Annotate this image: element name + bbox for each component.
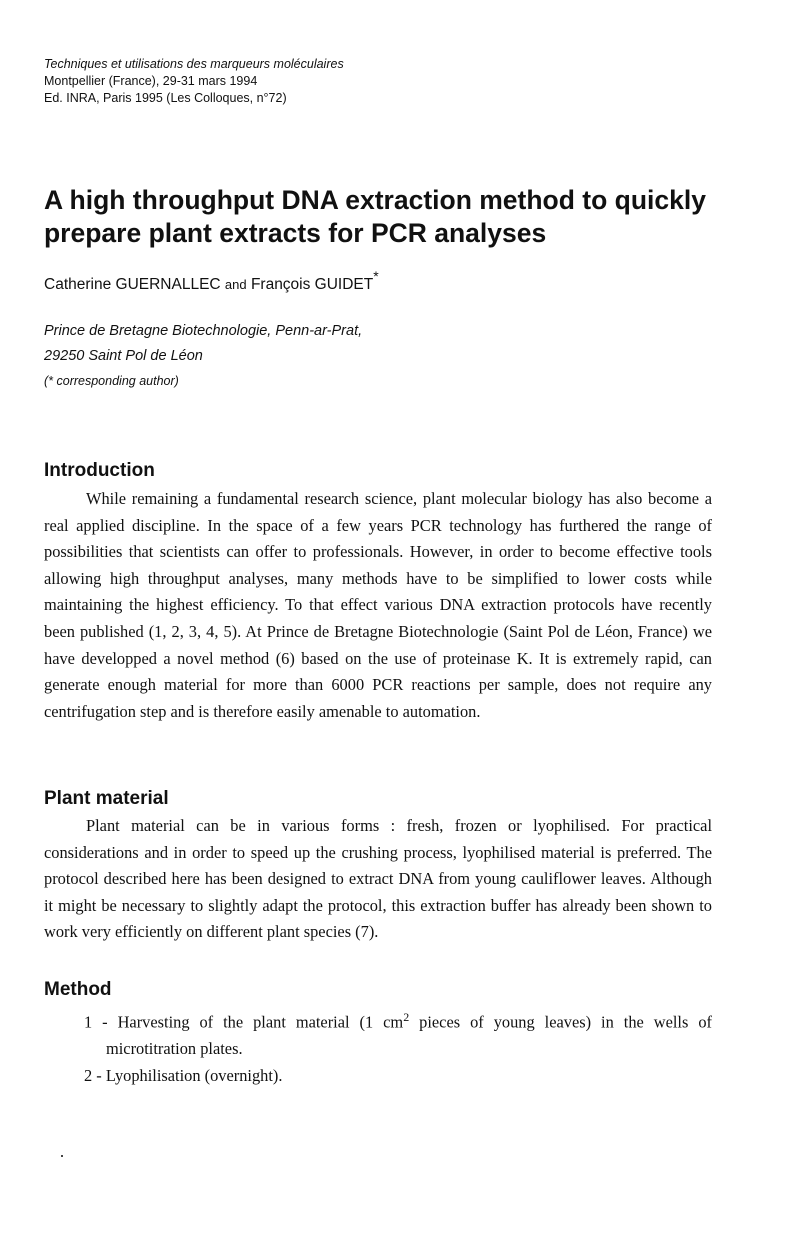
plant-material-paragraph: Plant material can be in various forms : fresh, frozen or lyophilised. For practical considerations and in order to speed up the crushing process, lyophilised material is preferred. The protocol described here has been designed to extract DNA from young cauliflower leaves. Although it might be necessary to slightly adapt the protocol, this extraction buffer has already been shown to work very efficiently on different plant species (7). (44, 816, 712, 942)
conference-name: Techniques et utilisations des marqueurs moléculaires (44, 57, 344, 71)
plant-material-heading: Plant material (44, 788, 169, 809)
method-step-1-suffix: pieces of young leaves) in the wells of microtitration plates. (106, 1012, 712, 1059)
affiliation (44, 319, 362, 394)
affiliation-line-2: 29250 Saint Pol de Léon (44, 348, 203, 364)
author-conjunction: and (224, 277, 247, 293)
author-line (44, 270, 379, 294)
stray-mark (61, 1155, 63, 1157)
method-step-1 (44, 1004, 712, 1063)
method-steps (44, 1004, 712, 1089)
method-heading: Method (44, 979, 112, 1000)
method-step-2: 2 - Lyophilisation (overnight). (84, 1065, 283, 1085)
affiliation-line-1: Prince de Bretagne Biotechnologie, Penn-ar-Prat, (44, 323, 363, 339)
author-2: François GUIDET (250, 276, 374, 294)
author-1: Catherine GUERNALLEC (44, 276, 221, 294)
introduction-paragraph: While remaining a fundamental research science, plant molecular biology has also become a real applied discipline. In the space of a few years PCR technology has furthered the range of possibilities that scientists can offer to professionals. However, in order to become effective tools allowing high throughput analyses, many methods have to be simplified to lower costs while maintaining the highest efficiency. To that effect various DNA extraction protocols have recently been published (1, 2, 3, 4, 5). At Prince de Bretagne Biotechnologie (Saint Pol de Léon, France) we have developped a novel method (6) based on the use of proteinase K. It is extremely rapid, can generate enough material for more than 6000 PCR reactions per sample, does not require any centrifugation step and is therefore easily amenable to automation. (44, 489, 712, 721)
corresponding-author-note: (* corresponding author) (44, 374, 179, 388)
method-step-1-superscript: 2 (403, 1010, 410, 1024)
conference-publisher: Ed. INRA, Paris 1995 (Les Colloques, n°72) (44, 91, 287, 105)
corresponding-author-mark: * (373, 268, 379, 284)
conference-place: Montpellier (France), 29-31 mars 1994 (44, 74, 258, 88)
introduction-heading: Introduction (44, 460, 155, 481)
article-title: A high throughput DNA extraction method to quickly prepare plant extracts for PCR analyses (44, 185, 706, 248)
conference-header (44, 56, 344, 107)
method-step-1-prefix: 1 - Harvesting of the plant material (1 cm (84, 1012, 404, 1032)
